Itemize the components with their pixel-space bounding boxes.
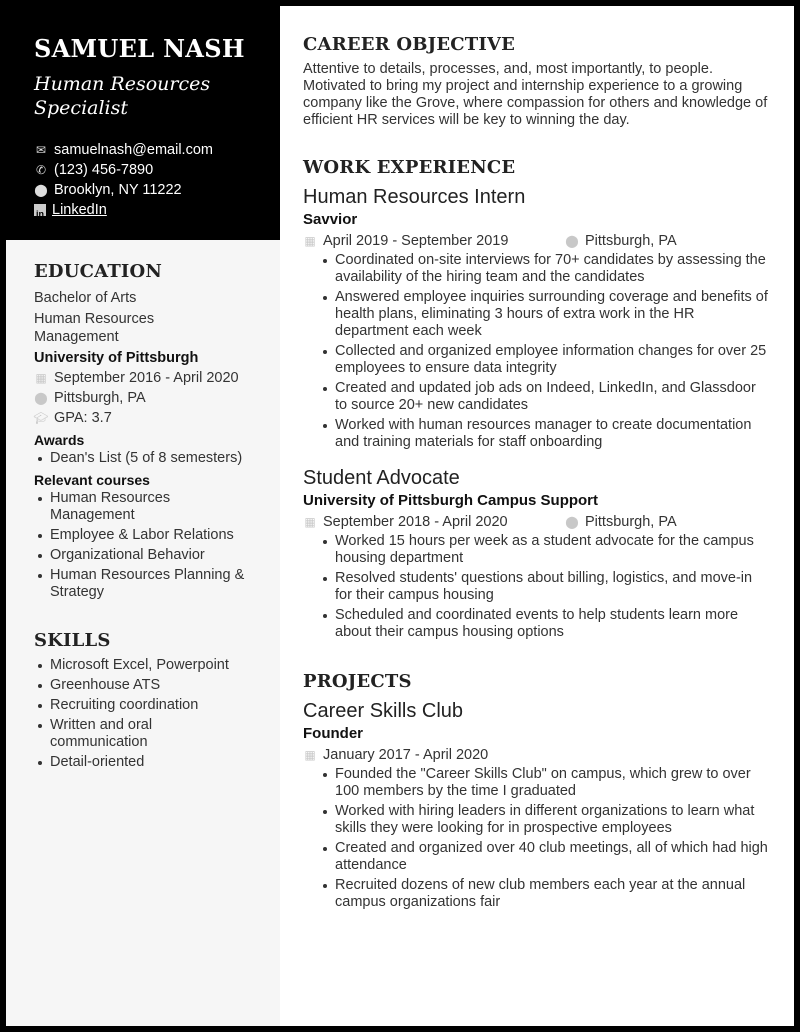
project-dates: January 2017 - April 2020	[323, 747, 489, 763]
list-item: Employee & Labor Relations	[50, 527, 250, 544]
location: Brooklyn, NY 11222	[54, 182, 182, 198]
map-pin-icon: ⬤	[565, 515, 579, 529]
map-pin-icon: ⬤	[565, 234, 579, 248]
skills-heading: SKILLS	[34, 630, 111, 651]
list-item: Written and oral communication	[50, 717, 190, 751]
courses-label: Relevant courses	[34, 472, 150, 488]
map-pin-icon: ⬤	[34, 183, 48, 197]
list-item: Collected and organized employee information changes for over 25 employees to ensure data integrity	[335, 343, 767, 376]
list-item: Microsoft Excel, Powerpoint	[50, 657, 260, 674]
candidate-name: SAMUEL NASH	[34, 34, 245, 63]
contact-info	[34, 140, 213, 220]
list-item: Recruited dozens of new club members each year at the annual campus organizations fair	[335, 877, 768, 911]
list-item: Human Resources Planning & Strategy	[50, 567, 250, 601]
job-org: University of Pittsburgh Campus Support	[303, 492, 599, 509]
calendar-icon: ▦	[304, 234, 316, 248]
linkedin-icon: in	[34, 204, 46, 216]
list-item: Organizational Behavior	[50, 547, 250, 564]
calendar-icon: ▦	[35, 371, 47, 385]
objective-heading: CAREER OBJECTIVE	[303, 34, 516, 55]
degree: Bachelor of Arts	[34, 290, 137, 306]
skills-list	[34, 657, 260, 771]
phone-icon: ✆	[35, 163, 47, 177]
email: samuelnash@email.com	[54, 142, 213, 158]
project-name: Career Skills Club	[303, 700, 464, 722]
experience-heading: WORK EXPERIENCE	[303, 157, 516, 178]
job-entry	[303, 465, 768, 641]
job-dates: April 2019 - September 2019	[323, 233, 509, 249]
list-item: Worked with human resources manager to create documentation and training materials for staff onboarding	[335, 417, 768, 451]
gpa: GPA: 3.7	[54, 410, 112, 426]
list-item: Worked with hiring leaders in different organizations to learn what skills they were looking for in prospective employees	[335, 803, 768, 837]
education-location: Pittsburgh, PA	[54, 390, 146, 406]
project-bullets	[303, 766, 768, 911]
courses-list	[34, 490, 250, 601]
education-heading: EDUCATION	[34, 261, 163, 282]
list-item: Coordinated on-site interviews for 70+ candidates by assessing the availability of the hiring team and the candidates	[335, 252, 768, 286]
list-item: Greenhouse ATS	[50, 677, 260, 694]
list-item: Scheduled and coordinated events to help students learn more about their campus housing options	[335, 607, 768, 641]
projects-heading: PROJECTS	[303, 671, 412, 692]
job-role: Human Resources Intern	[303, 186, 526, 208]
list-item: Answered employee inquiries surrounding coverage and benefits of health plans, eliminating 3 hours of extra work in the HR department each week	[335, 289, 768, 339]
awards-label: Awards	[34, 432, 85, 448]
list-item: Founded the "Career Skills Club" on campus, which grew to over 100 members by the time I graduated	[335, 766, 768, 800]
list-item: Human Resources Management	[50, 490, 200, 524]
job-dates: September 2018 - April 2020	[323, 514, 508, 530]
job-location: Pittsburgh, PA	[585, 233, 677, 249]
objective-text: Attentive to details, processes, and, most importantly, to people. Motivated to bring my project and internship experience to a growing company like the Grove, where compassion for others and knowledge of efficient HR services will be key to winning the day.	[303, 61, 768, 128]
map-pin-icon: ⬤	[34, 391, 48, 405]
main-content	[280, 6, 794, 1026]
list-item: Detail-oriented	[50, 754, 260, 771]
graduation-cap-icon: 🎓︎	[33, 411, 49, 425]
job-entry	[303, 184, 768, 451]
job-bullets	[303, 252, 768, 451]
list-item: Dean's List (5 of 8 semesters)	[50, 450, 262, 467]
job-org: Savvior	[303, 211, 358, 228]
sidebar	[6, 240, 280, 1026]
list-item: Recruiting coordination	[50, 697, 260, 714]
list-item: Created and organized over 40 club meetings, all of which had high attendance	[335, 840, 768, 873]
list-item: Resolved students' questions about billing, logistics, and move-in for their campus housing	[335, 570, 768, 604]
job-location: Pittsburgh, PA	[585, 514, 677, 530]
candidate-title: Human Resources Specialist	[34, 73, 211, 119]
major: Human Resources Management	[34, 311, 155, 345]
envelope-icon: ✉	[35, 143, 47, 157]
calendar-icon: ▦	[304, 515, 316, 529]
school: University of Pittsburgh	[34, 350, 199, 366]
awards-list	[34, 450, 262, 467]
job-role: Student Advocate	[303, 467, 460, 489]
linkedin-link[interactable]: LinkedIn	[52, 202, 107, 218]
calendar-icon: ▦	[304, 748, 316, 762]
resume-header	[0, 0, 280, 240]
job-bullets	[303, 533, 768, 641]
phone: (123) 456-7890	[54, 162, 154, 178]
education-dates: September 2016 - April 2020	[54, 370, 239, 386]
project-role: Founder	[303, 725, 363, 742]
list-item: Created and updated job ads on Indeed, LinkedIn, and Glassdoor to source 20+ new candidates	[335, 380, 768, 414]
list-item: Worked 15 hours per week as a student advocate for the campus housing department	[335, 533, 768, 567]
